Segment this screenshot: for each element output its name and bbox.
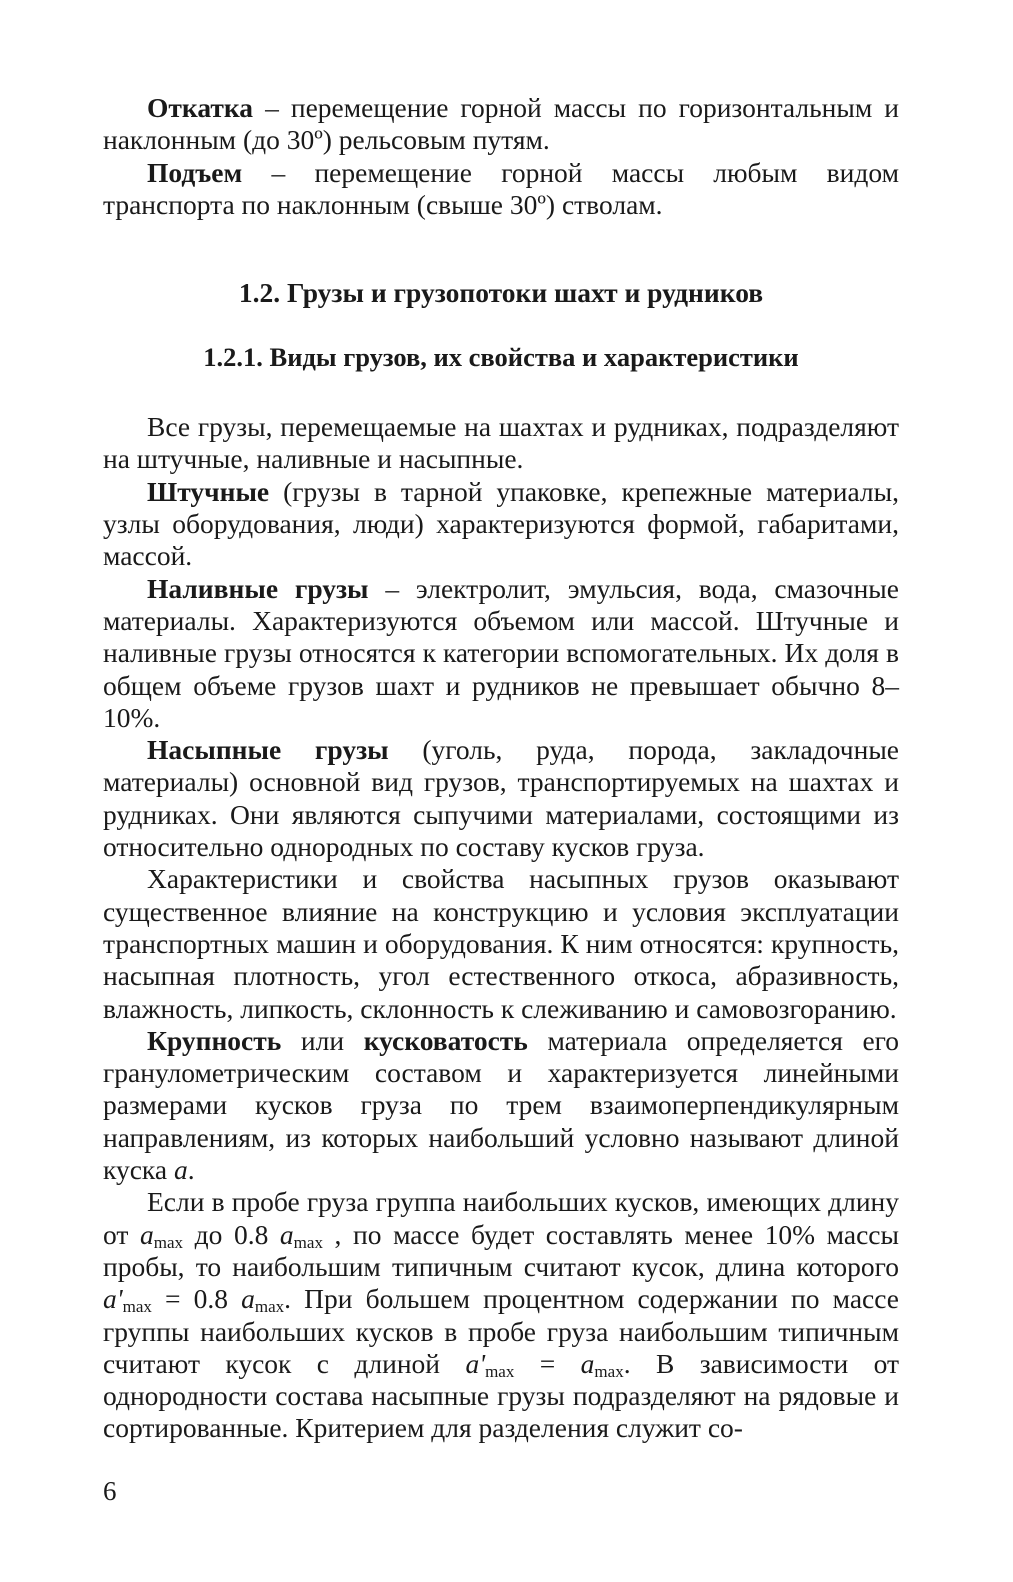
paragraph-krupnost: Крупность или кусковатость материала определяется его гранулометрическим составом и характеризуется линейными размерами кусков груза по трем взаимоперпендикулярным направлениям, из которых наибольший условно называют длиной куска a. <box>103 1024 899 1186</box>
paragraph-probe: Если в пробе груза группа наибольших кусков, имеющих длину от $a_{max}$ до 0.8 $a_{max}$ , по массе будет составлять менее 10% массы пробы, то наибольшим типичным считают кусок, длина которого $a'_{max} = 0.8$ $a_{max}$. При большем процентном содержании по массе группы наибольших кусков в пробе груза наибольшим типичным считают кусок с длиной $a'_{max} = a_{max}$. В зависимости от однородности состава насыпные грузы подразделяют на рядовые и сортированные. Критерием для разделения служит со- <box>103 1186 899 1444</box>
paragraph-podyem <box>103 157 899 222</box>
term-podyem: Подъем <box>147 156 243 188</box>
paragraph-characteristics: Характеристики и свойства насыпных грузов оказывают существенное влияние на конструкцию и условия эксплуатации транспортных машин и оборудования. К ним относятся: крупность, насыпная плотность, угол естественного откоса, абразивность, влажность, липкость, склонность к слеживанию и самовозгоранию. <box>103 863 899 1024</box>
page-content <box>103 92 899 1445</box>
definition-nasypnye: (уголь, руда, порода, закладочные материалы) основной вид грузов, транспортируемых на шахтах и рудниках. Они являются сыпучими материалами, состоящими из относительно однородных по составу кусков груза. <box>103 734 899 863</box>
subsection-heading: 1.2.1. Виды грузов, их свойства и характеристики <box>203 342 799 373</box>
term-nalivnye: Наливные грузы <box>147 572 369 604</box>
definition-nalivnye: – электролит, эмульсия, вода, смазочные материалы. Характеризуются объемом или массой. Штучные и наливные грузы относятся к категории вспомогательных. Их доля в общем объеме грузов шахт и рудников не превышает обычно 8–10%. <box>103 572 899 733</box>
page-number: 6 <box>103 1476 117 1506</box>
paragraph-otkatka <box>103 92 899 157</box>
paragraph-nasypnye <box>103 734 899 863</box>
paragraph-intro: Все грузы, перемещаемые на шахтах и рудниках, подразделяют на штучные, наливные и насыпные. <box>103 411 899 475</box>
term-shtuchnye: Штучные <box>147 475 270 507</box>
definition-shtuchnye: (грузы в тарной упаковке, крепежные материалы, узлы оборудования, люди) характеризуются формой, габаритами, массой. <box>103 475 899 572</box>
variable-a: a <box>173 1154 188 1186</box>
term-otkatka: Откатка <box>147 92 254 123</box>
definition-otkatka: – перемещение горной массы по горизонтальным и наклонным (до 30º) рельсовым путям. <box>103 92 899 156</box>
term-krupnost: Крупность <box>147 1024 282 1056</box>
term-kuskovatost: кусковатость <box>363 1024 528 1056</box>
section-heading: 1.2. Грузы и грузопотоки шахт и рудников <box>238 277 764 309</box>
paragraph-shtuchnye <box>103 476 899 573</box>
definition-podyem: – перемещение горной массы любым видом транспорта по наклонным (свыше 30º) стволам. <box>103 156 899 220</box>
paragraph-nalivnye <box>103 573 899 734</box>
term-nasypnye: Насыпные грузы <box>147 734 389 766</box>
